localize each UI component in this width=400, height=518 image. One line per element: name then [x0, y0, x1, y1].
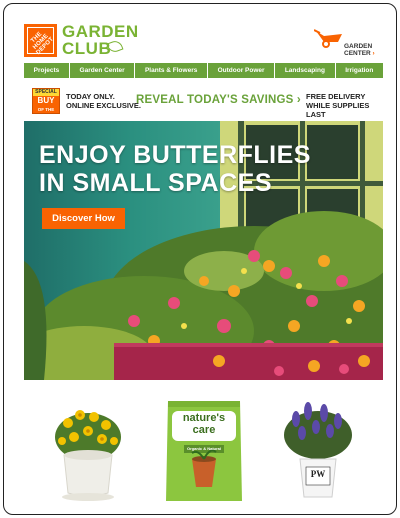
nav-projects[interactable]: Projects [24, 63, 70, 78]
promo-today-only: TODAY ONLY. ONLINE EXCLUSIVE. [66, 92, 142, 110]
nav-landscaping[interactable]: Landscaping [275, 63, 335, 78]
nav-outdoor-power[interactable]: Outdoor Power [208, 63, 275, 78]
butterfly-bush-image [278, 397, 358, 504]
soil-brand-line2: care [192, 424, 216, 436]
promo-free-delivery: FREE DELIVERY WHILE SUPPLIES LAST [306, 92, 370, 119]
chevron-right-icon: › [372, 50, 375, 57]
email-frame [3, 3, 397, 515]
garden-club-title: GARDEN CLUB [62, 22, 139, 58]
product-butterfly-bush[interactable] [278, 397, 358, 504]
proven-winners-tag: PW [310, 469, 326, 479]
special-buy-badge: SPECIAL BUY OF THE DAY [32, 88, 60, 114]
nav-plants-flowers[interactable]: Plants & Flowers [135, 63, 208, 78]
promo-banner[interactable] [24, 86, 383, 120]
wheelbarrow-icon [314, 28, 348, 48]
discover-how-button[interactable]: Discover How [42, 208, 125, 229]
soil-subtitle: Organic & Natural [186, 446, 221, 451]
reveal-savings-link[interactable]: REVEAL TODAY'S SAVINGS › [136, 94, 301, 106]
product-potted-mums[interactable] [48, 397, 128, 504]
garden-center-link[interactable]: GARDEN CENTER › [314, 28, 376, 58]
hero-title: ENJOY BUTTERFLIES IN SMALL SPACES [39, 141, 311, 197]
nav-garden-center[interactable]: Garden Center [70, 63, 135, 78]
home-depot-logo[interactable] [24, 24, 57, 57]
soil-brand-line1: nature's [182, 412, 226, 424]
category-nav [24, 63, 383, 78]
product-natures-care-soil[interactable] [162, 397, 246, 504]
hero-banner[interactable] [24, 121, 383, 380]
nav-irrigation[interactable]: Irrigation [345, 67, 374, 74]
logo-text: THE HOME DEPOT [30, 31, 56, 57]
potted-mums-image [48, 397, 128, 504]
